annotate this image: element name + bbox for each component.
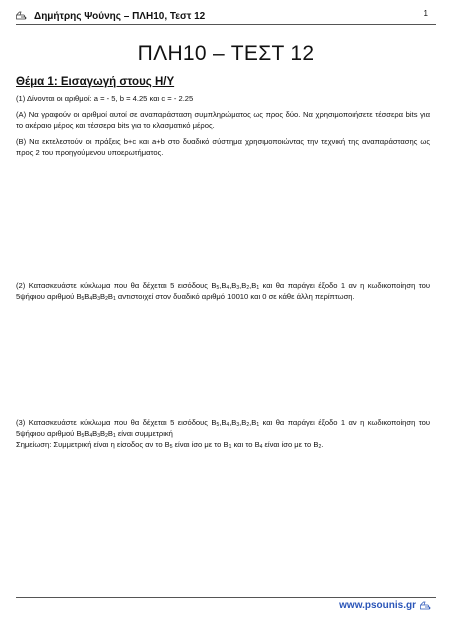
page-footer [339, 600, 434, 611]
question-1-intro: (1) Δίνονται οι αριθμοί: a = - 5, b = 4.25 και c = - 2.25 [16, 94, 194, 103]
page-header [16, 8, 428, 24]
question-1-part-b: (Β) Να εκτελεστούν οι πράξεις b+c και a+b στο δυαδικό σύστημα χρησιμοποιώντας την τεχνική της αναπαράστασης ως προς 2 του προηγούμενου υποερωτήματος. [16, 137, 430, 157]
question-3-note: Σημείωση: Συμμετρική είναι η είσοδος αν το $B_5$ είναι ίσο με το $B_1$ και το $B_4$ είναι ίσο με το $B_2$. [16, 440, 324, 450]
question-3: (3) Κατασκευάστε κύκλωμα που θα δέχεται 5 εισόδους $B_5,B_4,B_3,B_2,B_1$ και θα παράγει έξοδο 1 αν η κωδικοποίηση του 5ψήφιου αριθμού $B_5B_4B_3B_2B_1$ είναι συμμετρική Σημείωση: Συμμετρική είναι η είσοδος αν το $B_5$ είναι ίσο με το $B_1$ και το $B_4$ είναι ίσο με το $B_2$. [16, 418, 430, 450]
running-title: Δημήτρης Ψούνης – ΠΛΗ10, Τεστ 12 [34, 10, 206, 22]
pointing-hand-icon [16, 11, 30, 21]
question-1-part-a: (Α) Να γραφούν οι αριθμοί αυτοί σε αναπαράσταση συμπληρώματος ως προς δύο. Να χρησιμοποιήσετε τέσσερα bits για το ακέραιο μέρος και τέσσερα bits για το κλασματικό μέρος. [16, 110, 430, 130]
page-number: 1 [423, 9, 428, 18]
document-title: ΠΛΗ10 – ΤΕΣΤ 12 [137, 42, 315, 65]
header-rule [16, 24, 436, 25]
footer-url[interactable]: www.psounis.gr [339, 600, 416, 611]
footer-rule [16, 597, 436, 598]
section-heading: Θέμα 1: Εισαγωγή στους Η/Υ [16, 76, 175, 88]
pointing-hand-icon [420, 601, 434, 611]
section-1 [16, 77, 430, 163]
question-2: (2) Κατασκευάστε κύκλωμα που θα δέχεται 5 εισόδους $B_5,B_4,B_3,B_2,B_1$ και θα παράγει έξοδο 1 αν η κωδικοποίηση του 5ψήφιου αριθμού $B_5B_4B_3B_2B_1$ αντιστοιχεί στον δυαδικό αριθμό 10010 και 0 σε κάθε άλλη περίπτωση. [16, 281, 430, 302]
